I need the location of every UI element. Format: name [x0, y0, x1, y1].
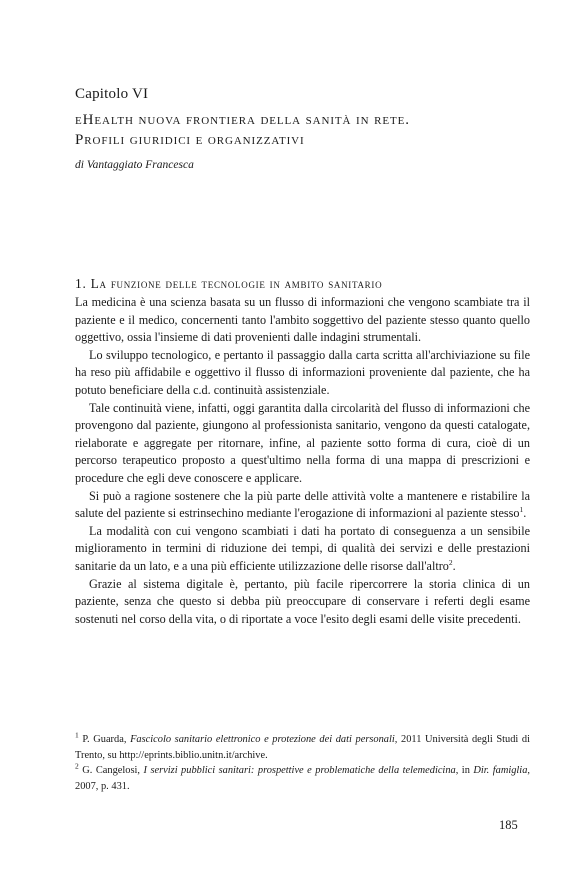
paragraph: Tale continuità viene, infatti, oggi garantita dalla circolarità del flusso di informazioni che provengono dal paziente, giungono al professionista sanitario, vengono da questi catalogate, rielaborate e aggregate per ritornare, infine, al paziente sotto forma di cura, cioè di un percorso terapeutico proposto a quest'ultimo nella forma di una mappa di prescrizioni e procedure che egli deve conoscere e applicare. [75, 400, 530, 485]
body-text [75, 294, 530, 628]
section-heading: 1. La funzione delle tecnologie in ambito sanitario [75, 276, 383, 291]
chapter-label: Capitolo VI [75, 86, 149, 102]
paragraph: Si può a ragione sostenere che la più parte delle attività volte a mantenere e ristabilire la salute del paziente si estrinsechino mediante l'erogazione di informazioni al paziente stesso$^1$. [75, 488, 530, 521]
footnote-mark: 1 [75, 730, 79, 740]
chapter-title-line-1: eHealth nuova frontiera della sanità in rete. [75, 112, 410, 128]
footnote-title: Fascicolo sanitario elettronico e protezione dei dati personali, [130, 734, 398, 745]
footnote-reference: 1 [519, 505, 524, 515]
paragraph: La medicina è una scienza basata su un flusso di informazioni che vengono scambiate tra il paziente e il medico, concernenti tanto l'ambito soggettivo del paziente stesso quanto quello oggettivo, ossia l'insieme di dati provenienti dalle indagini strumentali. [75, 295, 530, 345]
footnotes [75, 732, 530, 794]
paragraph: Lo sviluppo tecnologico, e pertanto il passaggio dalla carta scritta all'archiviazione su file ha reso più affidabile e oggettivo il flusso di informazioni proveniente dal paziente, che ha potuto beneficiare della c.d. continuità assistenziale. [75, 347, 530, 397]
footnote-reference: 2 [448, 557, 453, 567]
chapter-title-line-2: Profili giuridici e organizzativi [75, 132, 305, 148]
paragraph: Grazie al sistema digitale è, pertanto, più facile ripercorrere la storia clinica di un paziente, senza che questo si debba più preoccupare di conservare i referti degli esame sostenuti nel corso della vita, o di riportate a voce l'esito degli esami delle visite precedenti. [75, 576, 530, 626]
footnote: $^2$ G. Cangelosi, I servizi pubblici sanitari: prospettive e problematiche della telemedicina, in Dir. famiglia, 2007, p. 431. [75, 761, 531, 792]
footnote-title: I servizi pubblici sanitari: prospettive e problematiche della telemedicina [143, 765, 456, 777]
footnote-journal: Dir. famiglia [473, 765, 528, 777]
footnote-mark: 2 [75, 761, 79, 771]
paragraph: La modalità con cui vengono scambiati i dati ha portato di conseguenza a un sensibile miglioramento in termini di riduzione dei tempi, di qualità dei servizi e delle prestazioni sanitarie da un lato, e a una più efficiente utilizzazione delle risorse dall'altro$^2$. [75, 523, 530, 573]
chapter-author: di Vantaggiato Francesca [75, 159, 194, 171]
footnote: $^1$ P. Guarda, Fascicolo sanitario elettronico e protezione dei dati personali, 2011 Università degli Studi di Trento, su http://eprints.biblio.unitn.it/archive. [75, 730, 530, 761]
page-number: 185 [499, 818, 518, 832]
chapter-title [75, 110, 535, 150]
